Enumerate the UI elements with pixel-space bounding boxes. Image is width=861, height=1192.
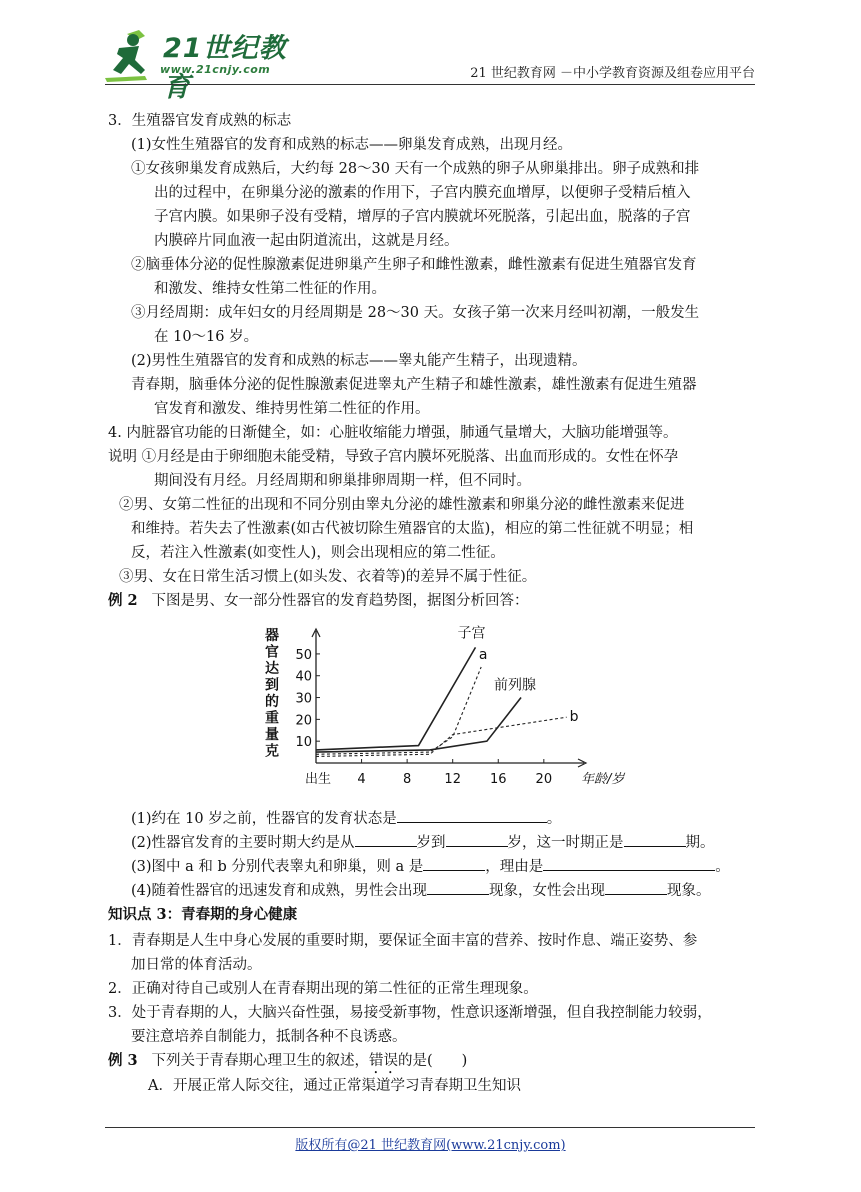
- answer-blank-2c[interactable]: [624, 832, 686, 847]
- question-4-text-a: (4)随着性器官的迅速发育和成熟，男性会出现: [131, 883, 428, 899]
- text-line: ②男、女第二性征的出现和不同分别由睾丸分泌的雄性激素和卵巢分泌的雌性激素来促进: [119, 497, 685, 513]
- text-line: 青春期，脑垂体分泌的促性腺激素促进睾丸产生精子和雄性激素，雄性激素有促进生殖器: [131, 377, 697, 393]
- example-3-emphasis: 错误: [368, 1053, 398, 1069]
- text-line: 加日常的体育活动。: [131, 957, 262, 973]
- knowledge-point-3-title: ：青春期的身心健康: [166, 906, 298, 923]
- example-3-label: 例 3: [108, 1052, 138, 1069]
- organ-development-chart: [258, 618, 625, 798]
- text-line: (2)男性生殖器官的发育和成熟的标志——睾丸能产生精子，出现遗精。: [131, 353, 587, 369]
- y-tick-label: 40: [295, 669, 312, 685]
- y-axis-label-char: 官: [265, 644, 279, 661]
- footer-rule: [105, 1127, 755, 1128]
- text-line: (1)女性生殖器官的发育和成熟的标志——卵巢发育成熟，出现月经。: [131, 137, 573, 153]
- y-axis-label-char: 克: [265, 743, 279, 760]
- answer-blank-3a[interactable]: [423, 856, 485, 871]
- runner-logo-icon: [105, 26, 165, 84]
- text-line: 2．正确对待自己或别人在青春期出现的第二性征的正常生理现象。: [108, 981, 538, 997]
- question-3: [131, 856, 730, 877]
- question-4-text-b: 现象，女性会出现: [489, 883, 606, 899]
- logo-text: 21世纪教育: [163, 33, 287, 103]
- question-2-text-c: 岁，这一时期正是: [507, 835, 624, 851]
- knowledge-point-3-heading: [108, 905, 297, 925]
- y-axis-label-char: 量: [265, 727, 279, 743]
- text-line: 子宫内膜。如果卵子没有受精，增厚的子宫内膜就坏死脱落，引起出血，脱落的子宫: [154, 209, 691, 225]
- text-line: 官发育和激发、维持男性第二性征的作用。: [154, 401, 430, 417]
- y-tick-label: 10: [295, 735, 312, 751]
- text-line: ①女孩卵巢发育成熟后，大约每 28～30 天有一个成熟的卵子从卵巢排出。卵子成熟和排: [131, 161, 700, 177]
- text-line: 和维持。若失去了性激素(如古代被切除生殖器官的太监)，相应的第二性征就不明显；相: [131, 521, 694, 537]
- answer-blank-3b[interactable]: [543, 856, 715, 871]
- knowledge-point-3-label: 知识点 3: [108, 906, 167, 923]
- question-3-text-c: 。: [715, 859, 730, 875]
- example-2-label: 例 2: [108, 592, 138, 609]
- x-tick-label: 12: [444, 772, 461, 787]
- text-line: 说明 ①月经是由于卵细胞未能受精，导致子宫内膜坏死脱落、出血而形成的。女性在怀孕: [108, 449, 679, 465]
- question-2: [131, 832, 715, 853]
- logo: [105, 26, 295, 103]
- y-tick-label: 30: [295, 691, 312, 707]
- text-line: 在 10～16 岁。: [154, 329, 259, 345]
- question-2-text-d: 期。: [685, 835, 715, 851]
- question-2-text-a: (2)性器官发育的主要时期大约是从: [131, 835, 355, 851]
- question-4: [131, 880, 711, 901]
- x-tick-label: 出生: [304, 772, 332, 787]
- series-line: [316, 698, 521, 753]
- answer-blank-2a[interactable]: [355, 832, 417, 847]
- series-line: [316, 717, 567, 756]
- text-line: ③月经周期：成年妇女的月经周期是 28～30 天。女孩子第一次来月经叫初潮，一般发生: [131, 305, 700, 321]
- question-2-text-b: 岁到: [416, 835, 446, 851]
- footer-copyright-link[interactable]: 版权所有@21 世纪教育网(www.21cnjy.com): [295, 1138, 566, 1153]
- series-line: [316, 647, 475, 750]
- text-line: 期间没有月经。月经周期和卵巢排卵周期一样，但不同时。: [154, 473, 531, 489]
- text-line: 要注意培养自制能力，抵制各种不良诱惑。: [131, 1029, 407, 1045]
- x-tick-label: 20: [535, 772, 553, 787]
- question-1: [131, 808, 561, 829]
- answer-blank-4b[interactable]: [605, 880, 667, 895]
- x-tick-label: 4: [357, 772, 366, 787]
- y-tick-label: 20: [295, 713, 312, 729]
- question-1-text: (1)约在 10 岁之前，性器官的发育状态是: [131, 811, 397, 827]
- text-line: ③男、女在日常生活习惯上(如头发、衣着等)的差异不属于性征。: [119, 569, 537, 585]
- series-label: a: [478, 647, 488, 663]
- logo-url: www.21cnjy.com: [160, 63, 271, 76]
- example-2-text: 下图是男、女一部分性器官的发育趋势图，据图分析回答：: [151, 593, 529, 609]
- y-axis-label-char: 达: [265, 661, 279, 677]
- answer-blank-1[interactable]: [397, 808, 547, 823]
- header-rule: [105, 84, 755, 85]
- text-line: 4. 内脏器官功能的日渐健全，如：心脏收缩能力增强，肺通气量增大，大脑功能增强等。: [108, 425, 678, 441]
- page-header: [105, 26, 755, 103]
- text-line: 1．青春期是人生中身心发展的重要时期，要保证全面丰富的营养、按时作息、端正姿势、参: [108, 933, 698, 949]
- example-2-line: [108, 591, 528, 611]
- y-axis-label-char: 器: [265, 628, 279, 644]
- x-axis-label: 年龄/岁: [581, 772, 625, 787]
- y-axis-label-char: 重: [265, 710, 279, 727]
- series-label: 子宫: [457, 625, 486, 642]
- answer-blank-4a[interactable]: [427, 880, 489, 895]
- option-a[interactable]: A．开展正常人际交往，通过正常渠道学习青春期卫生知识: [148, 1078, 521, 1094]
- example-3-text: 下列关于青春期心理卫生的叙述，: [151, 1053, 369, 1069]
- y-axis-label-char: 到: [265, 677, 279, 694]
- y-tick-label: 50: [295, 647, 312, 663]
- text-line: 3．生殖器官发育成熟的标志: [108, 113, 292, 129]
- text-line: 3．处于青春期的人，大脑兴奋性强，易接受新事物，性意识逐渐增强，但自我控制能力较弱，: [108, 1005, 712, 1021]
- example-3-line: [108, 1051, 467, 1077]
- example-3-end: 的是( ): [397, 1053, 468, 1069]
- y-axis-label-char: 的: [265, 694, 279, 710]
- text-line: 出的过程中，在卵巢分泌的激素的作用下，子宫内膜充血增厚，以便卵子受精后植入: [154, 185, 691, 201]
- question-4-text-c: 现象。: [667, 883, 711, 899]
- question-1-end: 。: [546, 811, 562, 827]
- text-line: ②脑垂体分泌的促性腺激素促进卵巢产生卵子和雌性激素，雌性激素有促进生殖器官发育: [131, 257, 697, 273]
- answer-blank-2b[interactable]: [446, 832, 508, 847]
- text-line: 内膜碎片同血液一起由阴道流出，这就是月经。: [154, 233, 459, 249]
- series-label: b: [569, 709, 579, 726]
- header-site-title: 21 世纪教育网 －中小学教育资源及组卷应用平台: [470, 66, 755, 81]
- series-label: 前列腺: [494, 677, 537, 694]
- x-tick-label: 16: [489, 772, 507, 787]
- question-3-text-a: (3)图中 a 和 b 分别代表睾丸和卵巢，则 a 是: [131, 859, 424, 875]
- text-line: 和激发、维持女性第二性征的作用。: [154, 281, 386, 297]
- text-line: 反，若注入性激素(如变性人)，则会出现相应的第二性征。: [131, 545, 505, 561]
- x-tick-label: 8: [402, 772, 412, 787]
- question-3-text-b: ，理由是: [485, 859, 544, 875]
